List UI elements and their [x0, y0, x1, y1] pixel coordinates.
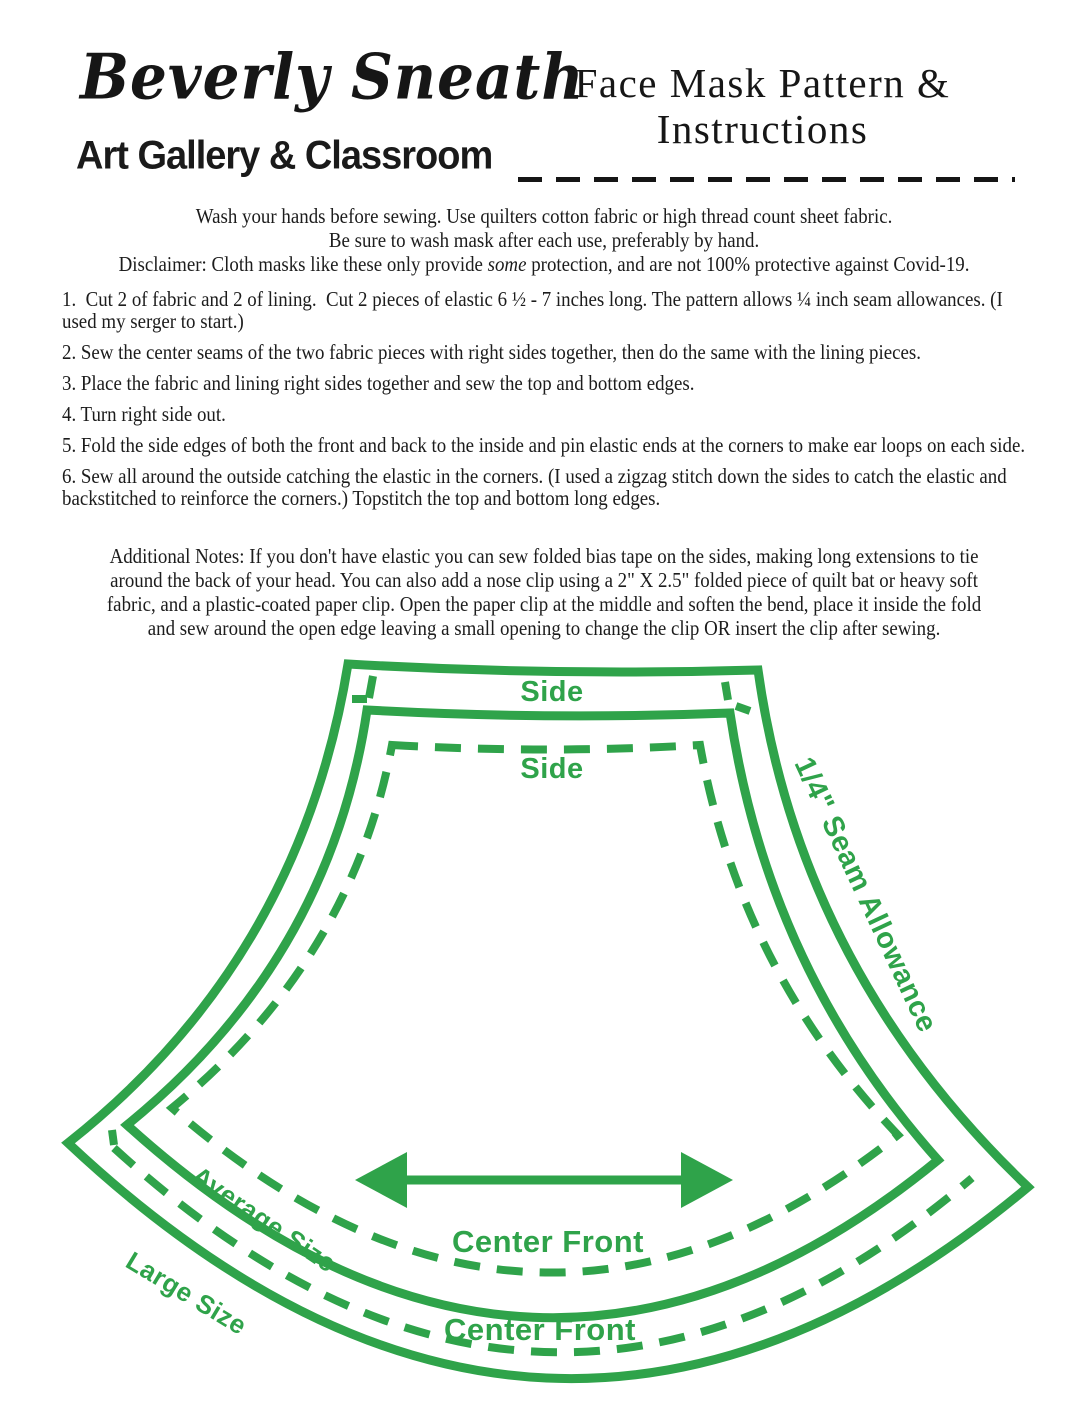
intro-line: Be sure to wash mask after each use, preferably by hand.: [328, 228, 760, 252]
arrowhead-right-icon: [681, 1152, 733, 1208]
instruction-step-2: 2. Sew the center seams of the two fabric pieces with right sides together, then do the same with the lining pieces.: [62, 340, 921, 364]
center-front-average-label: Center Front: [452, 1224, 644, 1259]
stitchline-large-corner-mark: [112, 1130, 114, 1145]
side-label-outer: Side: [520, 676, 584, 708]
page-title-line1: Face Mask Pattern &: [574, 60, 951, 106]
title-underline-dashes: [518, 177, 1015, 182]
disclaimer-prefix: Disclaimer: Cloth masks like these only provide: [118, 252, 488, 276]
disclaimer-line: [0, 252, 1088, 276]
notes-line: Additional Notes: If you don't have elastic you can sew folded bias tape on the sides, making long extensions to tie: [109, 544, 979, 568]
instruction-step-3: 3. Place the fabric and lining right sides together and sew the top and bottom edges.: [62, 371, 695, 395]
additional-notes: [0, 544, 1088, 640]
disclaimer-suffix: protection, and are not 100% protective against Covid-19.: [526, 252, 970, 276]
notes-line: and sew around the open edge leaving a small opening to change the clip OR insert the clip after sewing.: [147, 616, 941, 640]
face-mask-pattern-diagram: [0, 640, 1088, 1408]
notes-line: around the back of your head. You can also add a nose clip using a 2" X 2.5" folded piece of quilt bat or heavy soft: [110, 568, 978, 592]
instruction-step-6: 6. Sew all around the outside catching the elastic in the corners. (I used a zigzag stitch down the sides to catch the elastic and backstitched to reinforce the corners.) Topstitch the top and bottom long edges.: [62, 464, 1012, 510]
seam-allowance-label: 1/4" Seam Allowance: [787, 752, 944, 1038]
average-size-label: Average Size: [186, 1160, 342, 1279]
center-front-large-label: Center Front: [444, 1312, 636, 1347]
width-arrow: [355, 1152, 733, 1208]
intro-line: Wash your hands before sewing. Use quilters cotton fabric or high thread count sheet fabric.: [195, 204, 893, 228]
disclaimer-emphasis: some: [487, 252, 527, 276]
instruction-steps: [62, 288, 1030, 518]
page-title: [505, 60, 1020, 152]
notes-line: fabric, and a plastic-coated paper clip. Open the paper clip at the middle and soften the bend, place it inside the fold: [106, 592, 982, 616]
logo-subtitle: Art Gallery & Classroom: [76, 134, 493, 179]
instruction-step-5: 5. Fold the side edges of both the front and back to the inside and pin elastic ends at the corners to make ear loops on each side.: [62, 433, 1026, 457]
side-label-inner: Side: [520, 753, 584, 785]
stitchline-large-corner-mark: [736, 706, 750, 711]
large-size-label: Large Size: [120, 1245, 253, 1341]
arrowhead-left-icon: [355, 1152, 407, 1208]
instruction-step-1: 1. Cut 2 of fabric and 2 of lining. Cut 2 pieces of elastic 6 ½ - 7 inches long. The pattern allows ¼ inch seam allowances. (I used my serger to start.): [62, 287, 1008, 333]
page-title-line2: Instructions: [656, 106, 869, 152]
instruction-step-4: 4. Turn right side out.: [62, 402, 226, 426]
stitchline-large-corner-mark: [369, 676, 373, 698]
stitchline-large-corner-mark: [725, 682, 728, 700]
intro-paragraph: [0, 204, 1088, 276]
logo-script-name: Beverly Sneath: [80, 40, 585, 114]
